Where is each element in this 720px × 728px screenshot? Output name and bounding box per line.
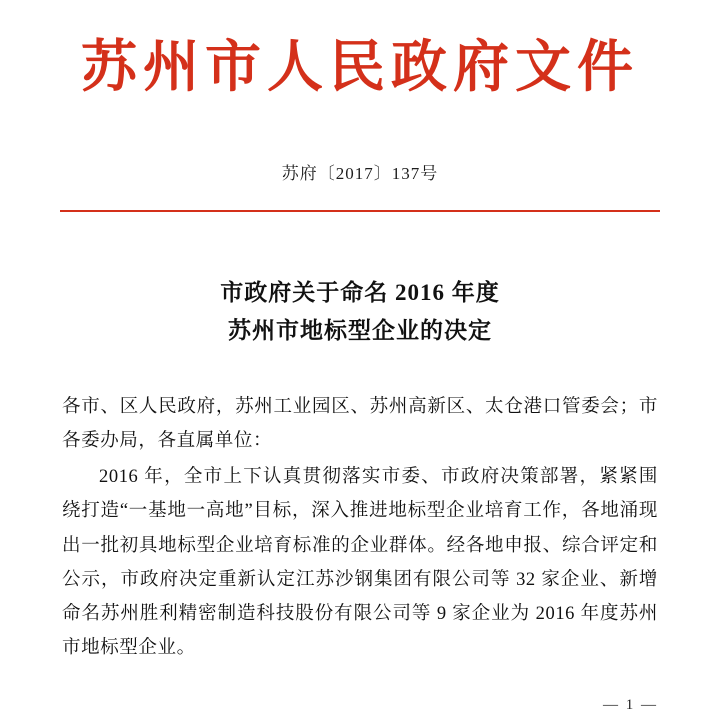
page-number: — 1 — xyxy=(603,697,658,713)
document-title-line-1: 市政府关于命名 2016 年度 xyxy=(220,279,500,305)
document-number: 苏府〔2017〕137号 xyxy=(281,163,439,183)
document-title-line-2: 苏州市地标型企业的决定 xyxy=(228,317,492,343)
masthead-title: 苏州市人民政府文件 xyxy=(81,34,639,100)
red-divider-rule xyxy=(60,210,660,212)
document-body xyxy=(62,390,658,666)
recipients-paragraph: 各市、区人民政府，苏州工业园区、苏州高新区、太仓港口管委会；市各委办局，各直属单位： xyxy=(62,396,658,451)
document-title xyxy=(62,274,658,350)
body-paragraph-1: 2016 年，全市上下认真贯彻落实市委、市政府决策部署，紧紧围绕打造“一基地一高地”目标，深入推进地标型企业培育工作，各地涌现出一批初具地标型企业培育标准的企业群体。经各地申报、综合评定和公示，市政府决定重新认定江苏沙钢集团有限公司等 32 家企业、新增命名苏州胜利精密制造科技股份有限公司等 9 家企业为 2016 年度苏州市地标型企业。 xyxy=(62,467,658,659)
